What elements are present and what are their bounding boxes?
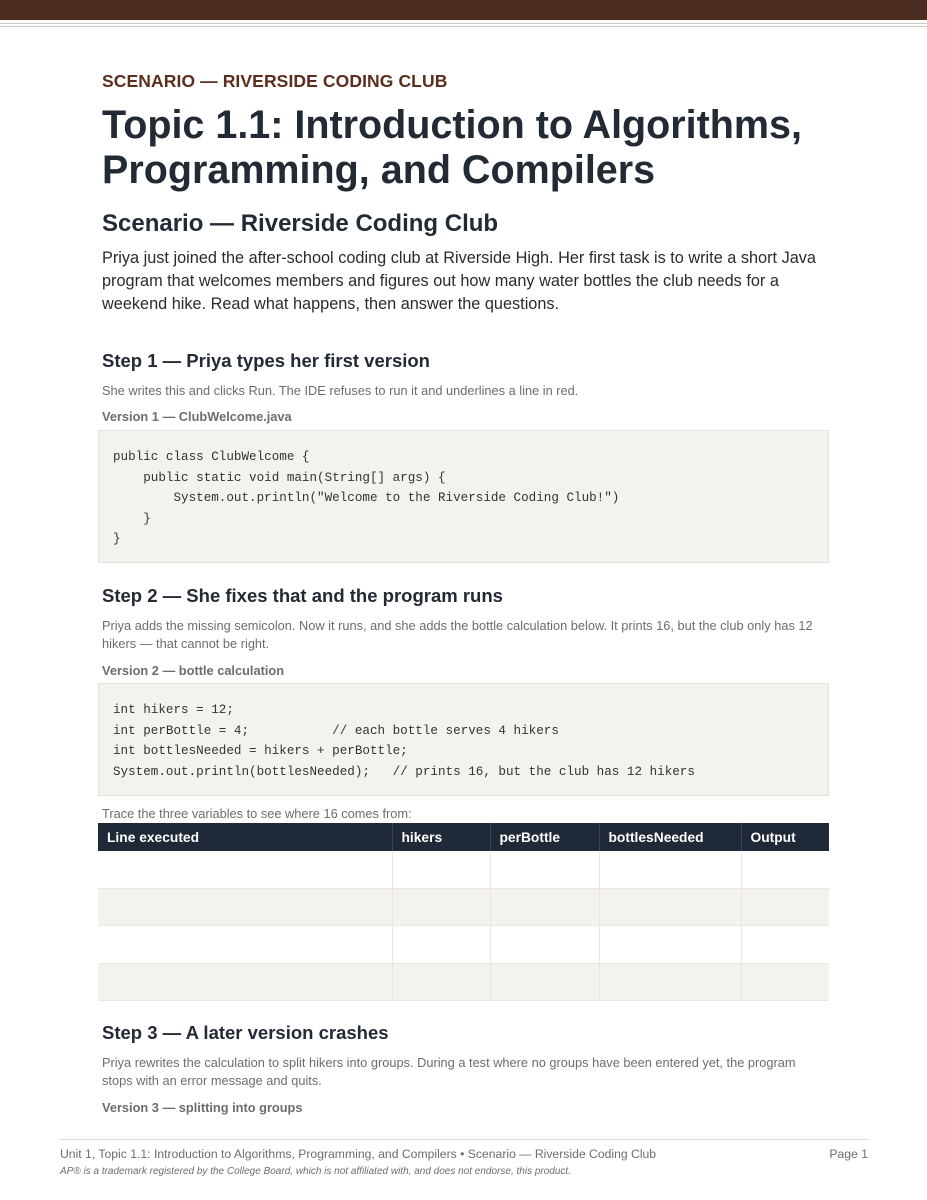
step3-code-label: Version 3 — splitting into groups [102,1100,303,1115]
top-banner [0,0,927,20]
trace-cell[interactable] [599,926,741,964]
footer-breadcrumb: Unit 1, Topic 1.1: Introduction to Algorithms, Programming, and Compilers • Scenario — Riverside Coding Club [60,1147,657,1161]
code-block-version2 [98,683,829,796]
trace-cell[interactable] [599,963,741,1001]
step2-code-label: Version 2 — bottle calculation [102,663,285,678]
trace-cell[interactable] [392,963,490,1001]
step1-description: She writes this and clicks Run. The IDE refuses to run it and underlines a line in red. [102,383,579,398]
trace-cell[interactable] [98,851,392,888]
step1-code-label: Version 1 — ClubWelcome.java [102,409,292,424]
trace-cell[interactable] [392,851,490,888]
trace-header-line: Line executed [98,823,392,851]
trace-header-hikers: hikers [392,823,490,851]
page-title: Topic 1.1: Introduction to Algorithms, Programming, and Compilers [102,103,802,192]
intro-paragraph: Priya just joined the after-school coding club at Riverside High. Her first task is to write a short Java program that welcomes members and figures out how many water bottles the club needs for a weekend hike. Read what happens, then answer the questions. [102,249,816,313]
trace-cell[interactable] [490,963,599,1001]
trace-header-bottlesneeded: bottlesNeeded [599,823,741,851]
trace-cell[interactable] [98,963,392,1001]
trace-cell[interactable] [490,888,599,926]
trace-cell[interactable] [741,963,829,1001]
trace-cell[interactable] [490,851,599,888]
top-rule [0,23,927,24]
trace-cell[interactable] [741,926,829,964]
trace-cell[interactable] [741,888,829,926]
trace-cell[interactable] [741,851,829,888]
code-line: int perBottle = 4; // each bottle serves 4 hikers [113,723,559,738]
trace-cell[interactable] [490,926,599,964]
table-row [98,963,829,1001]
page-number: Page 1 [829,1147,868,1161]
eyebrow-label: SCENARIO — RIVERSIDE CODING CLUB [102,71,448,91]
step2-description: Priya adds the missing semicolon. Now it runs, and she adds the bottle calculation below. It prints 16, but the club only has 12 hikers — that cannot be right. [102,618,813,651]
trace-caption: Trace the three variables to see where 16 comes from: [102,806,412,821]
code-line: public class ClubWelcome { [113,450,310,464]
trace-header-perbottle: perBottle [490,823,599,851]
top-rule-secondary [0,26,927,27]
step3-description: Priya rewrites the calculation to split hikers into groups. During a test where no groups have been entered yet, the program stops with an error message and quits. [102,1055,796,1088]
trace-cell[interactable] [392,888,490,926]
footer-divider [60,1139,868,1140]
trace-cell[interactable] [599,888,741,926]
code-line: int bottlesNeeded = hikers + perBottle; [113,744,408,759]
trace-cell[interactable] [599,851,741,888]
trace-header-row [98,823,829,851]
trace-cell[interactable] [98,888,392,926]
code-line: System.out.println("Welcome to the Riverside Coding Club!") [113,491,620,506]
table-row [98,851,829,888]
code-line: } [113,532,121,547]
code-line: public static void main(String[] args) { [113,470,446,485]
step1-title: Step 1 — Priya types her first version [102,350,430,371]
table-row [98,926,829,964]
trace-cell[interactable] [392,926,490,964]
scenario-heading: Scenario — Riverside Coding Club [102,210,499,237]
code-line: int hikers = 12; [113,703,234,717]
trace-table [98,823,829,1001]
step3-title: Step 3 — A later version crashes [102,1022,389,1043]
code-line: } [113,511,151,526]
trace-header-output: Output [741,823,829,851]
trace-cell[interactable] [98,926,392,964]
step2-title: Step 2 — She fixes that and the program runs [102,585,503,606]
code-block-version1 [98,430,829,563]
trademark-notice: AP® is a trademark registered by the College Board, which is not affiliated with, and does not endorse, this product. [60,1166,571,1177]
table-row [98,888,829,926]
code-line: System.out.println(bottlesNeeded); // prints 16, but the club has 12 hikers [113,764,695,779]
